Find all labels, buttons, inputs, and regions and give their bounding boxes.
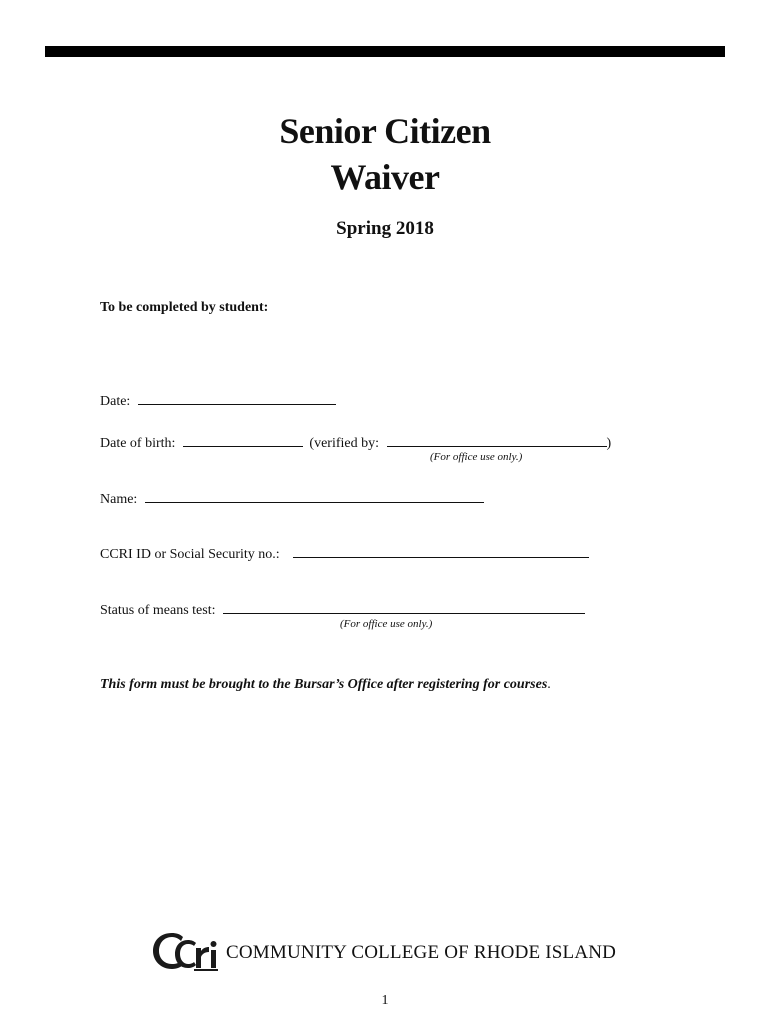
page-number: 1 (381, 993, 389, 1008)
top-rule (45, 46, 725, 57)
name-blank[interactable] (145, 488, 484, 503)
id-blank[interactable] (293, 543, 589, 558)
means-test-blank[interactable] (223, 599, 585, 614)
id-field (100, 543, 589, 563)
ccri-logo-icon (150, 928, 224, 972)
means-test-field (100, 599, 585, 619)
date-blank[interactable] (138, 390, 336, 405)
page-title (0, 108, 770, 200)
instruction-text (100, 677, 551, 693)
verified-by-blank[interactable] (387, 432, 607, 447)
date-field (100, 390, 336, 410)
name-label: Name: (100, 492, 138, 507)
section-label: To be completed by student: (100, 300, 269, 315)
title-line-1: Senior Citizen (279, 111, 491, 151)
verified-by-label: (verified by: (309, 436, 380, 451)
college-name: COMMUNITY COLLEGE OF RHODE ISLAND (226, 942, 617, 963)
office-use-note: (For office use only.) (430, 451, 523, 463)
verified-by-close: ) (606, 436, 612, 451)
id-label: CCRI ID or Social Security no.: (100, 547, 280, 562)
title-line-2: Waiver (330, 157, 440, 197)
college-logo (150, 928, 616, 972)
date-label: Date: (100, 394, 131, 409)
name-field (100, 488, 484, 508)
instruction-main: This form must be brought to the Bursar’s Office after registering for courses (100, 677, 548, 692)
dob-label: Date of birth: (100, 436, 176, 451)
term-label: Spring 2018 (336, 218, 434, 239)
means-test-label: Status of means test: (100, 603, 216, 618)
dob-blank[interactable] (183, 432, 303, 447)
dob-field (100, 432, 611, 452)
office-use-note: (For office use only.) (340, 618, 433, 630)
instruction-period: . (547, 677, 551, 692)
